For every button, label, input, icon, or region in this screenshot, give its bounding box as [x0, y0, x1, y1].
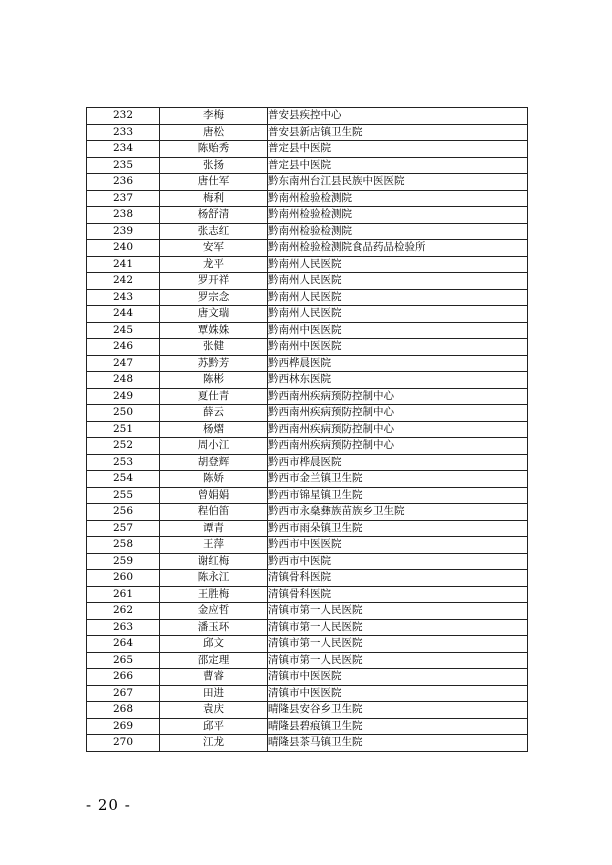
organization-name: 黔西市金兰镇卫生院	[268, 471, 528, 488]
person-name: 罗开祥	[160, 273, 268, 290]
row-number: 267	[87, 685, 160, 702]
organization-name: 清镇骨科医院	[268, 586, 528, 603]
row-number: 264	[87, 636, 160, 653]
organization-name: 清镇市中医医院	[268, 685, 528, 702]
row-number: 266	[87, 669, 160, 686]
person-name: 曹睿	[160, 669, 268, 686]
table-row	[87, 603, 528, 620]
row-number: 253	[87, 454, 160, 471]
row-number: 246	[87, 339, 160, 356]
table-row	[87, 207, 528, 224]
person-name: 安军	[160, 240, 268, 257]
person-name: 夏仕青	[160, 388, 268, 405]
table-row	[87, 256, 528, 273]
row-number: 251	[87, 421, 160, 438]
table-row	[87, 685, 528, 702]
person-name: 唐文瑞	[160, 306, 268, 323]
organization-name: 普安县新店镇卫生院	[268, 124, 528, 141]
person-name: 胡登辉	[160, 454, 268, 471]
person-name: 唐松	[160, 124, 268, 141]
row-number: 239	[87, 223, 160, 240]
table-row	[87, 454, 528, 471]
organization-name: 黔南州检验检测院食品药品检验所	[268, 240, 528, 257]
organization-name: 黔东南州台江县民族中医医院	[268, 174, 528, 191]
person-name: 苏黔芳	[160, 355, 268, 372]
organization-name: 清镇市第一人民医院	[268, 652, 528, 669]
row-number: 232	[87, 108, 160, 125]
person-name: 张扬	[160, 157, 268, 174]
organization-name: 黔西南州疾病预防控制中心	[268, 438, 528, 455]
person-name: 邵定理	[160, 652, 268, 669]
row-number: 268	[87, 702, 160, 719]
organization-name: 普安县疾控中心	[268, 108, 528, 125]
row-number: 263	[87, 619, 160, 636]
table-row	[87, 190, 528, 207]
organization-name: 黔西市雨朵镇卫生院	[268, 520, 528, 537]
table-row	[87, 438, 528, 455]
organization-name: 黔南州人民医院	[268, 256, 528, 273]
table-row	[87, 108, 528, 125]
row-number: 261	[87, 586, 160, 603]
person-name: 覃姝姝	[160, 322, 268, 339]
person-name: 张志红	[160, 223, 268, 240]
organization-name: 黔西市中医院	[268, 553, 528, 570]
organization-name: 黔南州检验检测院	[268, 207, 528, 224]
row-number: 249	[87, 388, 160, 405]
row-number: 262	[87, 603, 160, 620]
row-number: 240	[87, 240, 160, 257]
row-number: 237	[87, 190, 160, 207]
table-row	[87, 636, 528, 653]
row-number: 250	[87, 405, 160, 422]
row-number: 243	[87, 289, 160, 306]
organization-name: 黔南州人民医院	[268, 289, 528, 306]
row-number: 252	[87, 438, 160, 455]
person-name: 王胜梅	[160, 586, 268, 603]
person-name: 谢红梅	[160, 553, 268, 570]
table-row	[87, 273, 528, 290]
table-row	[87, 124, 528, 141]
organization-name: 黔西市锦星镇卫生院	[268, 487, 528, 504]
person-name: 龙平	[160, 256, 268, 273]
table-row	[87, 289, 528, 306]
table-row	[87, 586, 528, 603]
organization-name: 清镇骨科医院	[268, 570, 528, 587]
row-number: 269	[87, 718, 160, 735]
person-name: 薛云	[160, 405, 268, 422]
table-row	[87, 619, 528, 636]
organization-name: 清镇市中医医院	[268, 669, 528, 686]
table-row	[87, 355, 528, 372]
person-name: 陈贻秀	[160, 141, 268, 158]
row-number: 234	[87, 141, 160, 158]
person-name: 金应哲	[160, 603, 268, 620]
person-name: 曾娟娟	[160, 487, 268, 504]
table-row	[87, 339, 528, 356]
person-name: 程伯笛	[160, 504, 268, 521]
organization-name: 黔西市永燊彝族苗族乡卫生院	[268, 504, 528, 521]
row-number: 247	[87, 355, 160, 372]
row-number: 242	[87, 273, 160, 290]
organization-name: 黔西南州疾病预防控制中心	[268, 405, 528, 422]
table-row	[87, 652, 528, 669]
row-number: 255	[87, 487, 160, 504]
table-row	[87, 669, 528, 686]
row-number: 244	[87, 306, 160, 323]
table-row	[87, 520, 528, 537]
person-name: 邱文	[160, 636, 268, 653]
person-name: 潘玉环	[160, 619, 268, 636]
organization-name: 黔西市中医医院	[268, 537, 528, 554]
organization-name: 黔西市桦晨医院	[268, 454, 528, 471]
person-name: 谭青	[160, 520, 268, 537]
person-name: 陈娇	[160, 471, 268, 488]
table-row	[87, 174, 528, 191]
personnel-table	[86, 107, 528, 752]
organization-name: 黔西南州疾病预防控制中心	[268, 388, 528, 405]
person-name: 邱平	[160, 718, 268, 735]
table-row	[87, 570, 528, 587]
row-number: 265	[87, 652, 160, 669]
person-name: 李梅	[160, 108, 268, 125]
table-row	[87, 405, 528, 422]
table-row	[87, 718, 528, 735]
organization-name: 黔南州人民医院	[268, 273, 528, 290]
organization-name: 黔南州人民医院	[268, 306, 528, 323]
row-number: 248	[87, 372, 160, 389]
person-name: 张健	[160, 339, 268, 356]
table-row	[87, 537, 528, 554]
row-number: 258	[87, 537, 160, 554]
organization-name: 黔南州中医医院	[268, 322, 528, 339]
person-name: 杨舒清	[160, 207, 268, 224]
row-number: 235	[87, 157, 160, 174]
row-number: 257	[87, 520, 160, 537]
row-number: 236	[87, 174, 160, 191]
person-name: 陈彬	[160, 372, 268, 389]
organization-name: 黔南州检验检测院	[268, 190, 528, 207]
table-row	[87, 157, 528, 174]
row-number: 238	[87, 207, 160, 224]
table-row	[87, 223, 528, 240]
table-body	[87, 108, 528, 752]
organization-name: 普定县中医院	[268, 141, 528, 158]
row-number: 270	[87, 735, 160, 752]
table-row	[87, 306, 528, 323]
person-name: 杨熠	[160, 421, 268, 438]
organization-name: 黔西林东医院	[268, 372, 528, 389]
organization-name: 黔南州检验检测院	[268, 223, 528, 240]
row-number: 259	[87, 553, 160, 570]
person-name: 田进	[160, 685, 268, 702]
person-name: 唐仕军	[160, 174, 268, 191]
table-row	[87, 372, 528, 389]
table-row	[87, 702, 528, 719]
person-name: 袁庆	[160, 702, 268, 719]
row-number: 245	[87, 322, 160, 339]
person-name: 周小江	[160, 438, 268, 455]
table-row	[87, 388, 528, 405]
table-row	[87, 322, 528, 339]
table-row	[87, 421, 528, 438]
row-number: 256	[87, 504, 160, 521]
table-row	[87, 240, 528, 257]
table-row	[87, 735, 528, 752]
table-row	[87, 487, 528, 504]
table-row	[87, 141, 528, 158]
row-number: 254	[87, 471, 160, 488]
page-number: - 20 -	[86, 796, 131, 814]
person-name: 罗宗念	[160, 289, 268, 306]
row-number: 233	[87, 124, 160, 141]
table-row	[87, 471, 528, 488]
row-number: 260	[87, 570, 160, 587]
organization-name: 黔南州中医医院	[268, 339, 528, 356]
person-name: 陈永江	[160, 570, 268, 587]
person-name: 王萍	[160, 537, 268, 554]
organization-name: 黔西南州疾病预防控制中心	[268, 421, 528, 438]
organization-name: 晴隆县碧痕镇卫生院	[268, 718, 528, 735]
organization-name: 晴隆县茶马镇卫生院	[268, 735, 528, 752]
table-row	[87, 553, 528, 570]
person-name: 江龙	[160, 735, 268, 752]
organization-name: 清镇市第一人民医院	[268, 636, 528, 653]
table-row	[87, 504, 528, 521]
row-number: 241	[87, 256, 160, 273]
organization-name: 清镇市第一人民医院	[268, 619, 528, 636]
person-name: 梅利	[160, 190, 268, 207]
organization-name: 普定县中医院	[268, 157, 528, 174]
organization-name: 黔西桦晨医院	[268, 355, 528, 372]
organization-name: 晴隆县安谷乡卫生院	[268, 702, 528, 719]
organization-name: 清镇市第一人民医院	[268, 603, 528, 620]
